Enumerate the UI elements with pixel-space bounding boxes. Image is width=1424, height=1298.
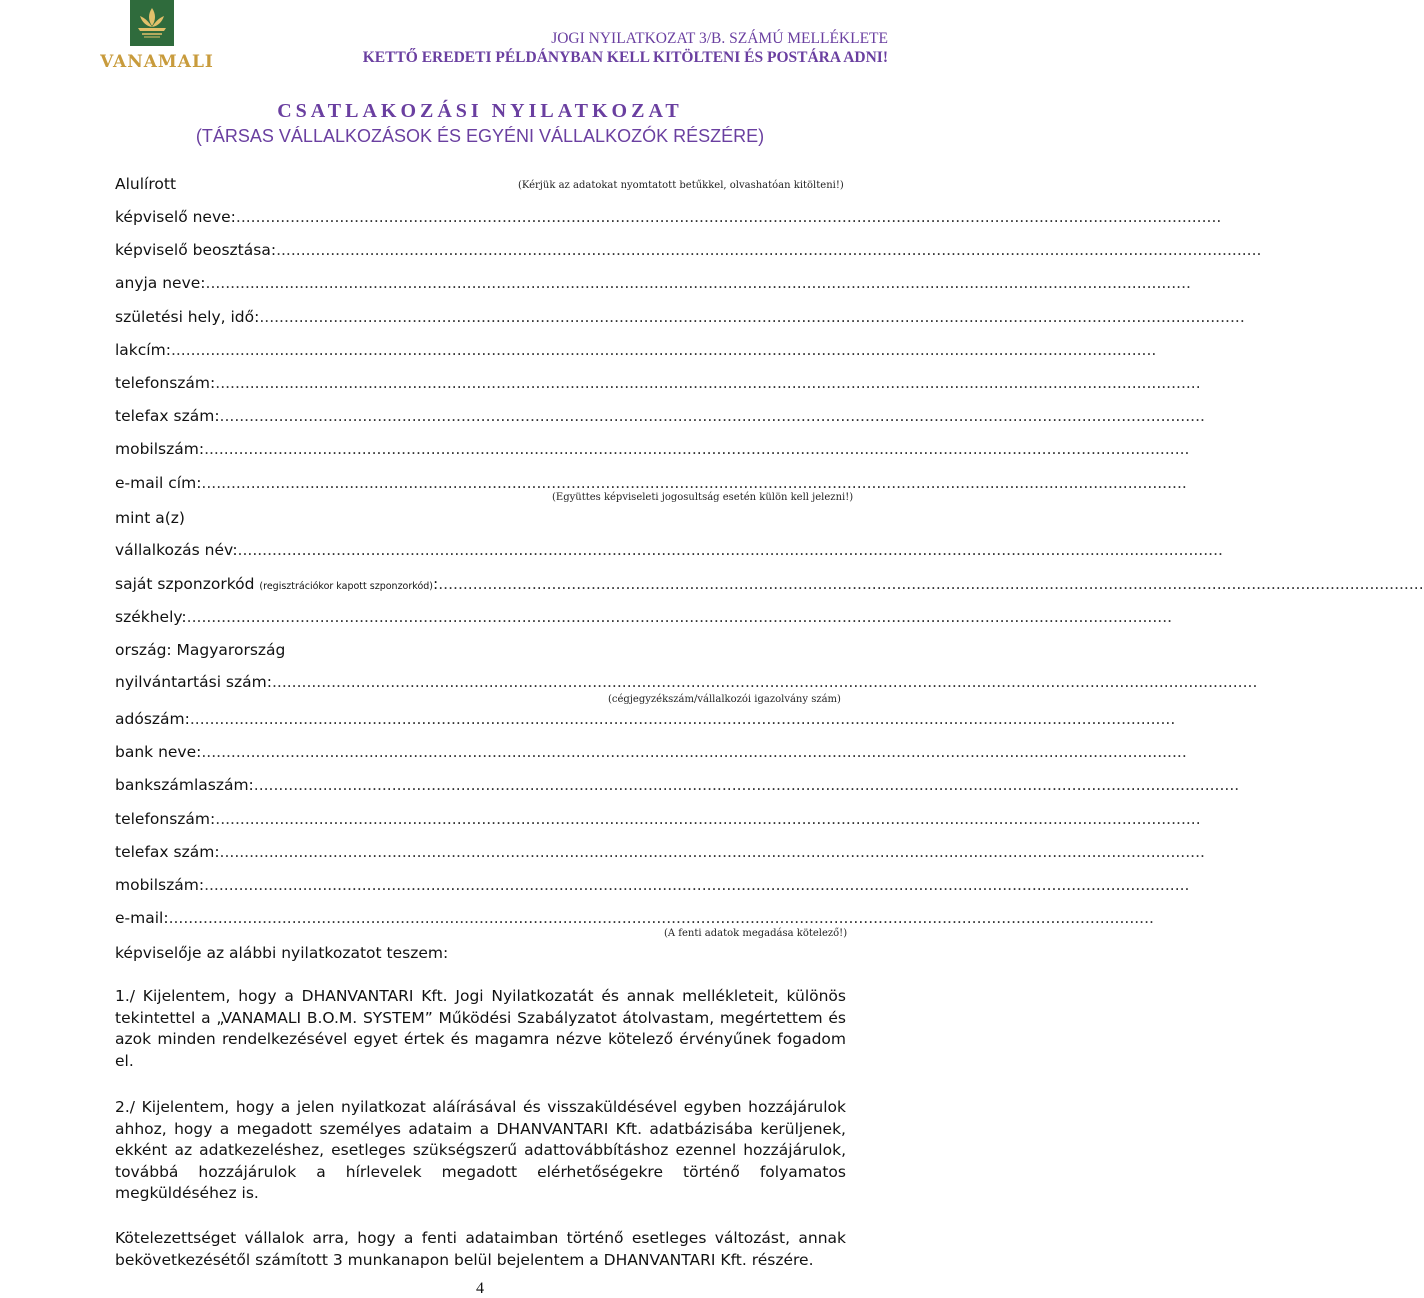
- annex-label: JOGI NYILATKOZAT 3/B. SZÁMÚ MELLÉKLETE: [551, 30, 888, 47]
- form-field[interactable]: [115, 406, 1205, 426]
- form-field[interactable]: [115, 307, 1245, 327]
- company-name-label: vállalkozás név:: [115, 541, 238, 559]
- form-field-label: bank neve:: [115, 743, 202, 762]
- fill-line: ........................................................................................................................................................................................................: [215, 809, 1201, 828]
- form-field-label: képviselő neve:: [115, 208, 236, 226]
- form-field-label: adószám:: [115, 710, 190, 728]
- fill-line: ........................................................................................................................................................................................................: [215, 374, 1201, 392]
- fill-line: ........................................................................................................................................................................................................: [438, 575, 1424, 593]
- fill-line: ........................................................................................................................................................................................................: [237, 541, 1223, 559]
- sponsor-code-label: saját szponzorkód: [115, 575, 255, 593]
- seat-field[interactable]: [115, 607, 1173, 627]
- country-line: ország: Magyarország: [115, 641, 286, 659]
- form-field-label: telefax szám:: [115, 407, 220, 426]
- form-field-label: mobilszám:: [115, 876, 205, 894]
- fill-line: ........................................................................................................................................................................................................: [276, 241, 1262, 260]
- form-field[interactable]: [115, 842, 1205, 862]
- form-field[interactable]: [115, 775, 1240, 795]
- form-field-label: e-mail:: [115, 909, 169, 928]
- submission-instruction: KETTŐ EREDETI PÉLDÁNYBAN KELL KITÖLTENI ÉS POSTÁRA ADNI!: [362, 49, 888, 66]
- fill-instruction-note: (Kérjük az adatokat nyomtatott betűkkel, olvashatóan kitölteni!): [518, 180, 844, 191]
- fill-line: ........................................................................................................................................................................................................: [186, 608, 1173, 626]
- sponsor-colon: :: [433, 575, 439, 593]
- seat-label: székhely:: [115, 608, 187, 626]
- sponsor-code-hint: (regisztrációkor kapott szponzorkód): [259, 581, 433, 592]
- form-field-label: telefonszám:: [115, 809, 216, 828]
- fill-line: ........................................................................................................................................................................................................: [189, 710, 1176, 728]
- as-the-label: mint a(z): [115, 509, 185, 527]
- fill-line: ........................................................................................................................................................................................................: [201, 743, 1187, 762]
- form-field[interactable]: [115, 908, 1154, 928]
- form-field-label: anyja neve:: [115, 274, 206, 293]
- document-header: [363, 30, 888, 67]
- form-field[interactable]: [115, 373, 1201, 393]
- fill-line: ........................................................................................................................................................................................................: [271, 673, 1258, 691]
- form-field[interactable]: [115, 709, 1176, 729]
- fill-line: ........................................................................................................................................................................................................: [204, 440, 1190, 459]
- lotus-emblem-icon: [130, 0, 174, 46]
- form-field-label: telefonszám:: [115, 374, 216, 392]
- fill-line: ........................................................................................................................................................................................................: [259, 307, 1245, 326]
- paragraph-2: 2./ Kijelentem, hogy a jelen nyilatkozat aláírásával és visszaküldésével egyben hozzájárulok ahhoz, hogy a megadott személyes adataim a DHANVANTARI Kft. adatbázisába kerüljenek, ekként az adatkezeléshez, esetleges szükségszerű adattovábbításhoz ezennel hozzájárulok, továbbá hozzájárulok a hírlevelek megadott elérhetőségekre történő folyamatos megküldéséhez is.: [115, 1098, 846, 1202]
- form-field[interactable]: [115, 809, 1201, 829]
- form-field-label: születési hely, idő:: [115, 307, 260, 326]
- fill-line: ........................................................................................................................................................................................................: [168, 909, 1154, 928]
- form-field[interactable]: [115, 240, 1262, 260]
- form-field-label: képviselő beosztása:: [115, 241, 277, 260]
- form-field[interactable]: [115, 207, 1222, 227]
- form-subtitle: (TÁRSAS VÁLLALKOZÁSOK ÉS EGYÉNI VÁLLALKOZÓK RÉSZÉRE): [195, 126, 765, 146]
- logo-wordmark: VANAMALI: [100, 52, 214, 72]
- paragraph-1: 1./ Kijelentem, hogy a DHANVANTARI Kft. Jogi Nyilatkozatát és annak mellékleteit, különös tekintettel a „VANAMALI B.O.M. SYSTEM” Működési Szabályzatot átolvastam, megértettem és azok minden rendelkezésével egyet értek és magamra nézve kötelező érvényűnek fogadom el.: [115, 987, 846, 1070]
- form-field-label: e-mail cím:: [115, 473, 202, 492]
- fill-line: ........................................................................................................................................................................................................: [253, 776, 1240, 795]
- form-field[interactable]: [115, 742, 1187, 762]
- mandatory-note: (A fenti adatok megadása kötelező!): [664, 928, 848, 939]
- form-field-label: telefax szám:: [115, 842, 220, 861]
- form-title: CSATLAKOZÁSI NYILATKOZAT: [277, 100, 683, 122]
- undersigned-label: Alulírott: [115, 175, 177, 193]
- fill-line: ........................................................................................................................................................................................................: [219, 407, 1205, 426]
- fill-line: ........................................................................................................................................................................................................: [219, 842, 1205, 861]
- registration-number-field[interactable]: [115, 672, 1258, 692]
- fill-line: ........................................................................................................................................................................................................: [201, 473, 1187, 492]
- form-field[interactable]: [115, 340, 1157, 360]
- form-field[interactable]: [115, 273, 1191, 293]
- sponsor-code-field[interactable]: [115, 574, 1424, 594]
- registration-number-label: nyilvántartási szám:: [115, 673, 272, 691]
- fill-line: ........................................................................................................................................................................................................: [170, 340, 1157, 359]
- vanamali-logo: [92, 0, 222, 78]
- joint-representation-note: (Együttes képviseleti jogosultság esetén külön kell jelezni!): [552, 492, 854, 503]
- fill-line: ........................................................................................................................................................................................................: [235, 208, 1222, 226]
- form-field[interactable]: [115, 875, 1190, 895]
- statement-intro: képviselője az alábbi nyilatkozatot teszem:: [115, 944, 449, 962]
- page-number: 4: [476, 1280, 484, 1297]
- form-field-label: lakcím:: [115, 340, 171, 359]
- registration-number-note: (cégjegyzékszám/vállalkozói igazolvány szám): [608, 694, 841, 705]
- form-field-label: mobilszám:: [115, 440, 205, 459]
- paragraph-3: Kötelezettséget vállalok arra, hogy a fenti adataimban történő esetleges változást, annak bekövetkezésétől számított 3 munkanapon belül bejelentem a DHANVANTARI Kft. részére.: [115, 1229, 846, 1269]
- form-field[interactable]: [115, 473, 1187, 493]
- fill-line: ........................................................................................................................................................................................................: [204, 876, 1190, 894]
- company-name-field[interactable]: [115, 540, 1223, 560]
- form-field-label: bankszámlaszám:: [115, 776, 254, 795]
- fill-line: ........................................................................................................................................................................................................: [205, 274, 1191, 293]
- form-field[interactable]: [115, 439, 1190, 459]
